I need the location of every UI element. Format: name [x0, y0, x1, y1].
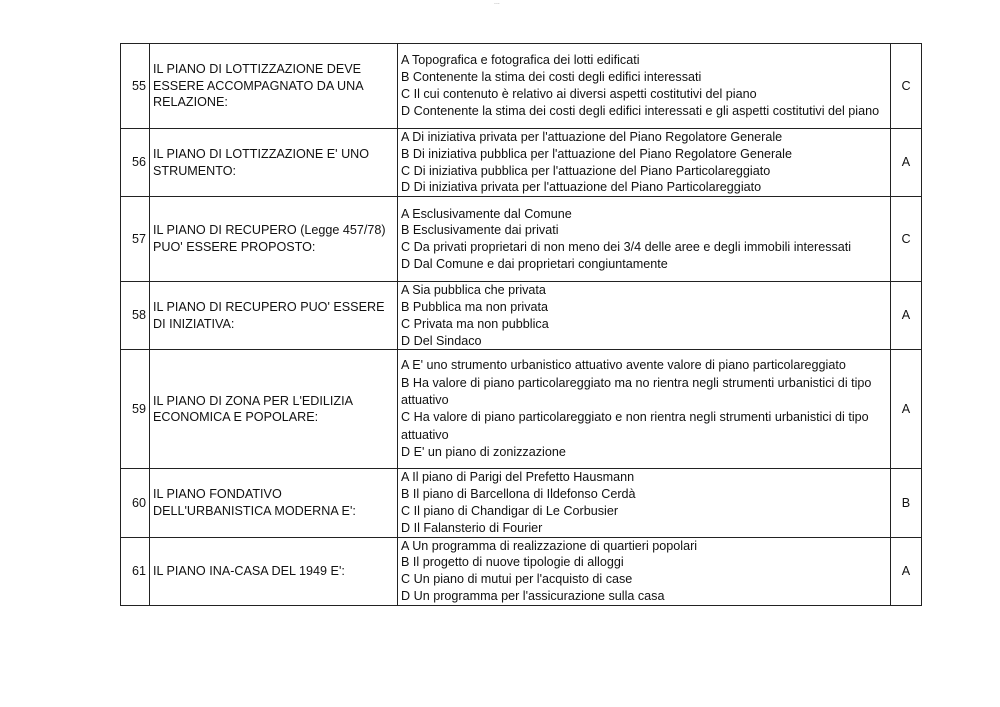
option-d: D Dal Comune e dai proprietari congiuntamente [401, 256, 668, 271]
option-d: D Contenente la stima dei costi degli edifici interessati e gli aspetti costitutivi del piano [401, 103, 880, 118]
question-number: 55 [121, 44, 150, 129]
option-d: D Il Falansterio di Fourier [401, 520, 543, 535]
option-b: B Contenente la stima dei costi degli edifici interessati [401, 70, 702, 85]
options-cell [398, 469, 891, 537]
table-row [121, 537, 922, 605]
option-c: C Di iniziativa pubblica per l'attuazione del Piano Particolareggiato [401, 163, 771, 178]
option-a: A Un programma di realizzazione di quartieri popolari [401, 538, 698, 553]
table-row [121, 129, 922, 197]
question-text: IL PIANO INA-CASA DEL 1949 E': [150, 537, 398, 605]
table-row [121, 350, 922, 469]
option-d: D Del Sindaco [401, 333, 482, 348]
answer-letter: C [891, 197, 922, 282]
options-cell [398, 537, 891, 605]
quiz-table [120, 43, 922, 606]
options-cell [398, 129, 891, 197]
option-c: C Il cui contenuto è relativo ai diversi aspetti costitutivi del piano [401, 87, 757, 101]
question-number: 61 [121, 537, 150, 605]
table-row [121, 44, 922, 129]
options-cell [398, 282, 891, 350]
option-b: B Esclusivamente dai privati [401, 223, 559, 238]
option-c: C Un piano di mutui per l'acquisto di case [401, 572, 633, 587]
option-a: A Esclusivamente dal Comune [401, 206, 572, 221]
option-b: B Pubblica ma non privata [401, 299, 549, 314]
answer-letter: A [891, 350, 922, 469]
option-c: C Il piano di Chandigar di Le Corbusier [401, 503, 619, 518]
answer-letter: A [891, 129, 922, 197]
option-d: D Di iniziativa privata per l'attuazione del Piano Particolareggiato [401, 180, 762, 195]
option-b: B Il progetto di nuove tipologie di alloggi [401, 555, 624, 570]
options-cell [398, 44, 891, 129]
question-text: IL PIANO DI RECUPERO (Legge 457/78) PUO' ESSERE PROPOSTO: [150, 197, 398, 282]
answer-letter: B [891, 469, 922, 537]
option-b: B Di iniziativa pubblica per l'attuazione del Piano Regolatore Generale [401, 146, 792, 161]
answer-letter: A [891, 537, 922, 605]
options-cell [398, 197, 891, 282]
option-c: C Privata ma non pubblica [401, 316, 549, 331]
table-row [121, 469, 922, 537]
option-d: D Un programma per l'assicurazione sulla casa [401, 588, 665, 603]
option-c: C Da privati proprietari di non meno dei 3/4 delle aree e degli immobili interessati [401, 240, 852, 255]
answer-letter: A [891, 282, 922, 350]
option-a: A E' uno strumento urbanistico attuativo avente valore di piano particolareggiato [401, 358, 846, 373]
option-a: A Topografica e fotografica dei lotti edificati [401, 53, 640, 68]
question-number: 60 [121, 469, 150, 537]
option-a: A Di iniziativa privata per l'attuazione del Piano Regolatore Generale [401, 130, 783, 144]
option-d: D E' un piano di zonizzazione [401, 445, 566, 460]
option-b: B Il piano di Barcellona di Ildefonso Cerdà [401, 487, 636, 502]
question-number: 58 [121, 282, 150, 350]
question-text: IL PIANO FONDATIVO DELL'URBANISTICA MODERNA E': [150, 469, 398, 537]
option-c: C Ha valore di piano particolareggiato e non rientra negli strumenti urbanistici di tipo attuativo [401, 410, 869, 442]
question-number: 59 [121, 350, 150, 469]
options-cell [398, 350, 891, 469]
option-a: A Il piano di Parigi del Prefetto Hausmann [401, 470, 635, 485]
option-b: B Ha valore di piano particolareggiato ma no rientra negli strumenti urbanistici di tipo attuativo [401, 375, 872, 407]
option-a: A Sia pubblica che privata [401, 283, 546, 298]
question-text: IL PIANO DI RECUPERO PUO' ESSERE DI INIZIATIVA: [150, 282, 398, 350]
answer-letter: C [891, 44, 922, 129]
question-number: 57 [121, 197, 150, 282]
question-text: IL PIANO DI ZONA PER L'EDILIZIA ECONOMICA E POPOLARE: [150, 350, 398, 469]
table-row [121, 197, 922, 282]
question-text: IL PIANO DI LOTTIZZAZIONE E' UNO STRUMENTO: [150, 129, 398, 197]
question-text: IL PIANO DI LOTTIZZAZIONE DEVE ESSERE ACCOMPAGNATO DA UNA RELAZIONE: [150, 44, 398, 129]
table-row [121, 282, 922, 350]
question-number: 56 [121, 129, 150, 197]
page-header-mark: ... [494, 0, 500, 6]
